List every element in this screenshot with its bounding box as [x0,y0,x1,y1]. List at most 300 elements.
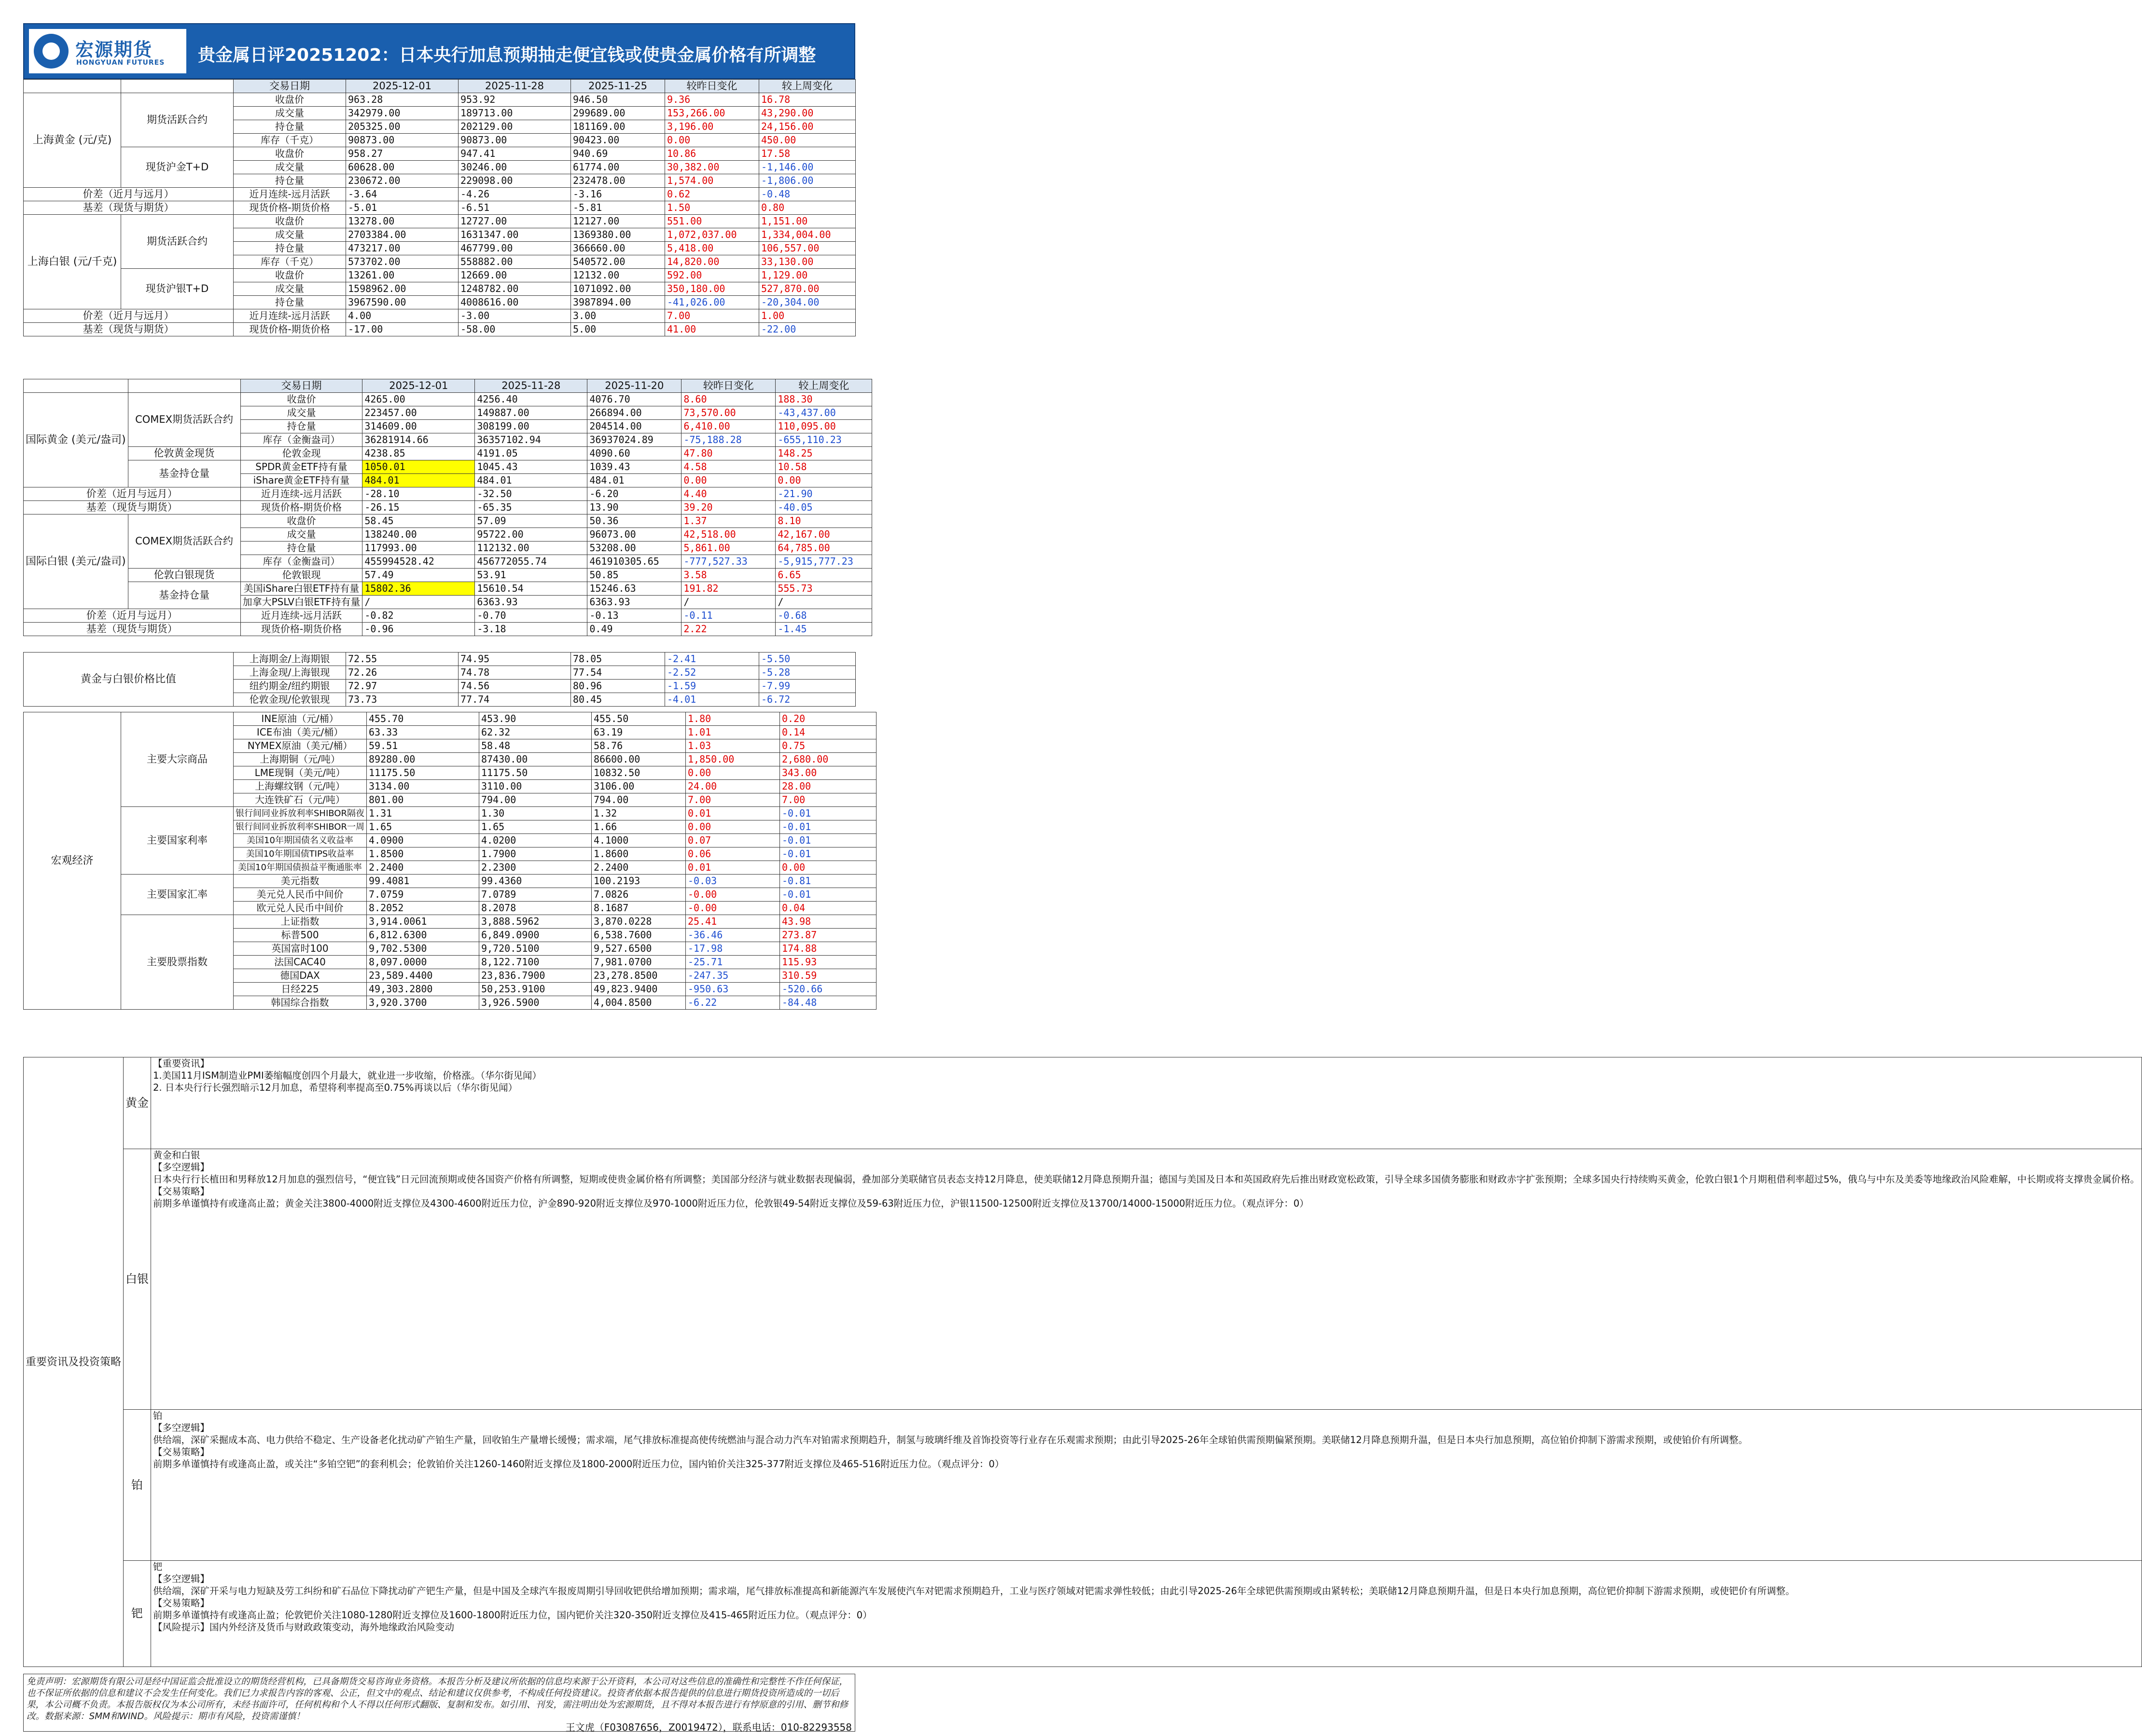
value-cell: 450.00 [759,134,856,147]
value-cell: -6.20 [587,487,682,501]
value-cell: -20,304.00 [759,296,856,309]
value-cell: 467799.00 [459,242,571,255]
value-cell: 4.1000 [591,834,685,847]
value-cell: 0.00 [685,820,779,834]
value-cell: -7.99 [759,680,856,693]
header-cell: 2025-11-28 [459,80,571,93]
value-cell: -0.03 [685,875,779,888]
value-cell: 4.00 [346,309,459,323]
text-line: 供给端，深矿采掘成本高、电力供给不稳定、生产设备老化扰动矿产铂生产量，回收铂生产量增长缓慢；需求端，尾气排放标准提高使传统燃油与混合动力汽车对铂需求预期趋升，制氢与玻璃纤维及首饰投资等行业存在乐观需求预期；由此引导2025-26年全球铂供需预期偏紧预期。美联储12月降息预期升温，但是日本央行加息预期，高位铂价抑制下游需求预期，或使铂价有所调整。 [153,1434,1748,1445]
value-cell: 1050.01 [362,460,475,474]
item-cell: NYMEX原油（美元/桶） [234,739,367,753]
item-cell: 成交量 [240,528,362,542]
value-cell: 6.65 [776,569,872,582]
header-cell: 2025-11-25 [571,80,665,93]
value-cell: 6,812.6300 [366,929,479,942]
value-cell: 299689.00 [571,107,665,120]
value-cell: 484.01 [362,474,475,487]
value-cell: 6363.93 [587,596,682,609]
item-cell: 持仓量 [234,296,346,309]
row-label: 价差（近月与远月） [24,188,234,201]
value-cell: 57.49 [362,569,475,582]
value-cell: 2,680.00 [779,753,876,766]
value-cell: 4076.70 [587,393,682,406]
item-cell: 收盘价 [240,393,362,406]
item-cell: 近月连续-远月活跃 [234,309,346,323]
value-cell: -0.48 [759,188,856,201]
value-cell: -6.72 [759,693,856,707]
item-cell: 上海期金/上海期银 [234,653,346,666]
value-cell: 266894.00 [587,406,682,420]
value-cell: 174.88 [779,942,876,956]
value-cell: 1,334,004.00 [759,228,856,242]
value-cell: -22.00 [759,323,856,336]
value-cell: 90873.00 [459,134,571,147]
item-cell: 美国10年期国债名义收益率 [234,834,367,847]
value-cell: 8.10 [776,514,872,528]
value-cell: 28.00 [779,780,876,793]
value-cell: 484.01 [475,474,587,487]
value-cell: -950.63 [685,983,779,996]
value-cell: -777,527.33 [682,555,776,569]
item-cell: 大连铁矿石（元/吨） [234,793,367,807]
value-cell: 1369380.00 [571,228,665,242]
item-cell: 现货价格-期货价格 [234,201,346,215]
value-cell: 50,253.9100 [479,983,591,996]
value-cell: 15246.63 [587,582,682,596]
value-cell: 527,870.00 [759,282,856,296]
value-cell: 7,981.0700 [591,956,685,969]
value-cell: -40.05 [776,501,872,514]
value-cell: -21.90 [776,487,872,501]
value-cell: 342979.00 [346,107,459,120]
text-line: 【多空逻辑】 [153,1573,210,1584]
value-cell: 12127.00 [571,215,665,228]
value-cell: 53208.00 [587,542,682,555]
header-cell: 2025-11-20 [587,379,682,393]
item-cell: 纽约期金/纽约期银 [234,680,346,693]
value-cell: 0.04 [779,902,876,915]
macro-economy-table [23,712,876,1010]
value-cell: 33,130.00 [759,255,856,269]
value-cell: 2.2400 [366,861,479,875]
header-cell: 交易日期 [240,379,362,393]
value-cell: 540572.00 [571,255,665,269]
value-cell: 1.7900 [479,847,591,861]
strategy-gold-text [151,1057,2142,1149]
value-cell: 58.45 [362,514,475,528]
value-cell: 153,266.00 [665,107,759,120]
value-cell: 1.30 [479,807,591,820]
item-cell: 伦敦银现 [240,569,362,582]
value-cell: 0.00 [685,766,779,780]
value-cell: 42,167.00 [776,528,872,542]
header-cell: 2025-12-01 [362,379,475,393]
value-cell: 3.00 [571,309,665,323]
item-cell: 银行间同业拆放利率SHIBOR隔夜 [234,807,367,820]
table-header-row [24,80,856,93]
sub-group-cell: 伦敦黄金现货 [128,447,240,460]
value-cell: 149887.00 [475,406,587,420]
value-cell: 1.66 [591,820,685,834]
row-label: 价差（近月与远月） [24,487,241,501]
header-cell: 较上周变化 [776,379,872,393]
item-cell: iShare黄金ETF持有量 [240,474,362,487]
item-cell: ICE布油（美元/桶） [234,726,367,739]
value-cell: 232478.00 [571,174,665,188]
value-cell: 350,180.00 [665,282,759,296]
text-line: 钯 [153,1561,163,1572]
value-cell: 573702.00 [346,255,459,269]
value-cell: 366660.00 [571,242,665,255]
value-cell: 72.26 [346,666,459,680]
item-cell: 收盘价 [234,147,346,161]
value-cell: 57.09 [475,514,587,528]
table-row [24,915,876,929]
text-line: 2. 日本央行行长强烈暗示12月加息，希望将利率提高至0.75%再谈以后（华尔街见闻） [153,1082,518,1093]
item-cell: 收盘价 [234,269,346,282]
value-cell: 99.4081 [366,875,479,888]
value-cell: 36357102.94 [475,433,587,447]
value-cell: 4256.40 [475,393,587,406]
value-cell: 14,820.00 [665,255,759,269]
value-cell: 3987894.00 [571,296,665,309]
value-cell: 30,382.00 [665,161,759,174]
value-cell: -520.66 [779,983,876,996]
value-cell: -6.22 [685,996,779,1010]
value-cell: 3,920.3700 [366,996,479,1010]
value-cell: 5.00 [571,323,665,336]
item-cell: INE原油（元/桶） [234,712,367,726]
item-cell: 美国10年期国债损益平衡通胀率 [234,861,367,875]
value-cell: -4.01 [665,693,759,707]
disclaimer-box [23,1674,855,1732]
value-cell: 99.4360 [479,875,591,888]
value-cell: -84.48 [779,996,876,1010]
value-cell: 8.60 [682,393,776,406]
value-cell: / [776,596,872,609]
sub-group-cell: 主要国家利率 [121,807,234,875]
sub-group-cell: 主要股票指数 [121,915,234,1010]
item-cell: 近月连续-远月活跃 [240,487,362,501]
value-cell: 1.01 [685,726,779,739]
value-cell: 455.50 [591,712,685,726]
value-cell: 6363.93 [475,596,587,609]
value-cell: 96073.00 [587,528,682,542]
item-cell: 持仓量 [234,242,346,255]
value-cell: 946.50 [571,93,665,107]
value-cell: 4265.00 [362,393,475,406]
value-cell: 3,196.00 [665,120,759,134]
value-cell: 8,122.7100 [479,956,591,969]
sub-group-cell: 期货活跃合约 [121,93,234,147]
header-cell: 较昨日变化 [682,379,776,393]
strategy-silver-text [151,1149,2142,1410]
value-cell: 62.32 [479,726,591,739]
item-cell: 美元指数 [234,875,367,888]
text-line: 【多空逻辑】 [153,1422,210,1433]
value-cell: -58.00 [459,323,571,336]
value-cell: -5.81 [571,201,665,215]
value-cell: 7.0789 [479,888,591,902]
table-row [24,487,872,501]
value-cell: 89280.00 [366,753,479,766]
value-cell: 10.58 [776,460,872,474]
sub-group-cell: 主要大宗商品 [121,712,234,807]
value-cell: 202129.00 [459,120,571,134]
value-cell: 24,156.00 [759,120,856,134]
value-cell: -32.50 [475,487,587,501]
strategy-silver-label: 白银 [124,1149,151,1410]
value-cell: 59.51 [366,739,479,753]
value-cell: 8.2052 [366,902,479,915]
value-cell: 273.87 [779,929,876,942]
value-cell: 4.0900 [366,834,479,847]
item-cell: SPDR黄金ETF持有量 [240,460,362,474]
table-row [24,875,876,888]
item-cell: 日经225 [234,983,367,996]
value-cell: 13278.00 [346,215,459,228]
text-line: 日本央行行长植田和男释放12月加息的强烈信号，“便宜钱”日元回流预期或使各国资产价格有所调整，短期或使贵金属价格有所调整；美国部分经济与就业数据表现偏弱，叠加部分美联储官员表态支持12月降息，使美联储12月降息预期升温；德国与美国及日本和英国政府先后推出财政宽松政策，引导全球多国债务膨胀和财政赤字扩张预期；全球多国央行持续购买黄金，伦敦白银1个月期租借利率超过5%，俄乌与中东及美委等地缘政治风险难解，中长期或将支撑贵金属价格。 [153,1174,2140,1185]
item-cell: 持仓量 [234,120,346,134]
text-line: 【多空逻辑】 [153,1162,210,1173]
item-cell: 韩国综合指数 [234,996,367,1010]
value-cell: 947.41 [459,147,571,161]
value-cell: -41,026.00 [665,296,759,309]
strategy-category: 重要资讯及投资策略 [24,1057,124,1667]
value-cell: 3967590.00 [346,296,459,309]
item-cell: 法国CAC40 [234,956,367,969]
value-cell: 87430.00 [479,753,591,766]
row-label: 基差（现货与期货） [24,201,234,215]
value-cell: 1039.43 [587,460,682,474]
value-cell: -2.41 [665,653,759,666]
header-spacer [128,379,240,393]
value-cell: 90423.00 [571,134,665,147]
value-cell: 453.90 [479,712,591,726]
value-cell: 4,004.8500 [591,996,685,1010]
value-cell: 72.55 [346,653,459,666]
value-cell: 7.00 [779,793,876,807]
value-cell: 90873.00 [346,134,459,147]
value-cell: -0.96 [362,623,475,636]
value-cell: 940.69 [571,147,665,161]
analyst-contact: 王文虎（F03087656，Z0019472），联系电话：010-82293558 [565,1722,852,1733]
value-cell: 0.62 [665,188,759,201]
value-cell: 1.50 [665,201,759,215]
item-cell: 德国DAX [234,969,367,983]
strategy-palladium-label: 钯 [124,1561,151,1667]
value-cell: 3,870.0228 [591,915,685,929]
value-cell: 16.78 [759,93,856,107]
value-cell: 4.40 [682,487,776,501]
value-cell: 0.01 [685,861,779,875]
table-row [24,215,856,228]
value-cell: 4008616.00 [459,296,571,309]
value-cell: 106,557.00 [759,242,856,255]
item-cell: 成交量 [234,282,346,296]
item-cell: 上海期铜（元/吨） [234,753,367,766]
table-row [24,201,856,215]
value-cell: 6,410.00 [682,420,776,433]
value-cell: 43.98 [779,915,876,929]
value-cell: -0.00 [685,888,779,902]
logo-text-cn: 宏源期货 [75,39,153,60]
value-cell: 6,538.7600 [591,929,685,942]
strategy-platinum-text [151,1410,2142,1561]
text-line: 供给端，深矿开采与电力短缺及劳工纠纷和矿石品位下降扰动矿产钯生产量，但是中国及全球汽车报废周期引导回收钯供给增加预期；需求端，尾气排放标准提高和新能源汽车发展使汽车对钯需求预期趋升，工业与医疗领域对钯需求弹性较低；由此引导2025-26年全球钯供需预期或由紧转松；美联储12月降息预期升温，但是日本央行加息预期，高位钯价抑制下游需求预期，或使钯价有所调整。 [153,1585,1795,1597]
value-cell: 0.00 [779,861,876,875]
value-cell: -3.00 [459,309,571,323]
value-cell: 53.91 [475,569,587,582]
value-cell: 3,926.5900 [479,996,591,1010]
value-cell: 3106.00 [591,780,685,793]
value-cell: 455994528.42 [362,555,475,569]
value-cell: 958.27 [346,147,459,161]
value-cell: 23,836.7900 [479,969,591,983]
item-cell: 成交量 [234,228,346,242]
text-line: 铂 [153,1410,163,1421]
value-cell: 0.00 [682,474,776,487]
sub-group-cell: 基金持仓量 [128,460,240,487]
value-cell: 7.0759 [366,888,479,902]
value-cell: 558882.00 [459,255,571,269]
value-cell: 310.59 [779,969,876,983]
item-cell: 美国10年期国债TIPS收益率 [234,847,367,861]
value-cell: 60628.00 [346,161,459,174]
value-cell: -655,110.23 [776,433,872,447]
value-cell: 112132.00 [475,542,587,555]
value-cell: 0.01 [685,807,779,820]
table-row [24,501,872,514]
value-cell: 1,072,037.00 [665,228,759,242]
value-cell: -3.64 [346,188,459,201]
value-cell: 4.58 [682,460,776,474]
value-cell: 100.2193 [591,875,685,888]
value-cell: 95722.00 [475,528,587,542]
value-cell: 77.74 [459,693,571,707]
value-cell: 23,589.4400 [366,969,479,983]
table-row [24,93,856,107]
value-cell: 17.58 [759,147,856,161]
value-cell: -3.18 [475,623,587,636]
value-cell: 117993.00 [362,542,475,555]
value-cell: 39.20 [682,501,776,514]
value-cell: 343.00 [779,766,876,780]
value-cell: 455.70 [366,712,479,726]
value-cell: 2.2300 [479,861,591,875]
table-row [24,514,872,528]
item-cell: 伦敦金现 [240,447,362,460]
table-row [24,712,876,726]
value-cell: 9.36 [665,93,759,107]
text-line: 【交易策略】 [153,1446,210,1458]
table-row [24,147,856,161]
value-cell: 1,151.00 [759,215,856,228]
item-cell: 上海金现/上海银现 [234,666,346,680]
header-cell: 交易日期 [234,80,346,93]
value-cell: 49,823.9400 [591,983,685,996]
header-spacer [121,80,234,93]
text-line: 前期多单谨慎持有或逢高止盈，或关注“多铂空钯”的套利机会；伦敦铂价关注1260-1460附近支撑位及1800-2000附近压力位，国内铂价关注325-377附近支撑位及465-516附近压力位。（观点评分：0） [153,1458,1004,1470]
value-cell: 3,888.5962 [479,915,591,929]
value-cell: 80.45 [571,693,665,707]
value-cell: 1,129.00 [759,269,856,282]
text-line: 黄金和白银 [153,1150,200,1161]
table-row [24,323,856,336]
value-cell: -26.15 [362,501,475,514]
value-cell: -65.35 [475,501,587,514]
value-cell: 86600.00 [591,753,685,766]
value-cell: 963.28 [346,93,459,107]
value-cell: 0.75 [779,739,876,753]
value-cell: 953.92 [459,93,571,107]
item-cell: 加拿大PSLV白银ETF持有量 [240,596,362,609]
value-cell: -1,806.00 [759,174,856,188]
value-cell: -0.11 [682,609,776,623]
value-cell: -0.00 [685,902,779,915]
item-cell: 库存（金衡盎司） [240,555,362,569]
value-cell: 74.95 [459,653,571,666]
value-cell: 73.73 [346,693,459,707]
value-cell: 1,574.00 [665,174,759,188]
value-cell: 115.93 [779,956,876,969]
header-cell: 较昨日变化 [665,80,759,93]
row-label: 基差（现货与期货） [24,323,234,336]
value-cell: 43,290.00 [759,107,856,120]
value-cell: 50.36 [587,514,682,528]
value-cell: 47.80 [682,447,776,460]
header-spacer [24,379,128,393]
value-cell: 4090.60 [587,447,682,460]
value-cell: -0.82 [362,609,475,623]
international-market-table [23,379,872,636]
table-row [24,623,872,636]
table-row [24,807,876,820]
value-cell: 181169.00 [571,120,665,134]
item-cell: 银行间同业拆放利率SHIBOR一周 [234,820,367,834]
table-row [24,460,872,474]
item-cell: 库存（千克） [234,134,346,147]
value-cell: -4.26 [459,188,571,201]
item-cell: 欧元兑人民币中间价 [234,902,367,915]
value-cell: 58.76 [591,739,685,753]
value-cell: 4.0200 [479,834,591,847]
value-cell: 148.25 [776,447,872,460]
value-cell: -6.51 [459,201,571,215]
value-cell: 9,527.6500 [591,942,685,956]
value-cell: 0.06 [685,847,779,861]
value-cell: 1.65 [479,820,591,834]
value-cell: 592.00 [665,269,759,282]
value-cell: 794.00 [479,793,591,807]
value-cell: 30246.00 [459,161,571,174]
value-cell: 10.86 [665,147,759,161]
value-cell: 456772055.74 [475,555,587,569]
value-cell: 230672.00 [346,174,459,188]
table-row [24,188,856,201]
value-cell: -1.59 [665,680,759,693]
item-cell: 成交量 [240,406,362,420]
value-cell: 189713.00 [459,107,571,120]
value-cell: 0.14 [779,726,876,739]
company-logo [29,29,186,73]
value-cell: 23,278.8500 [591,969,685,983]
value-cell: 64,785.00 [776,542,872,555]
value-cell: 314609.00 [362,420,475,433]
item-cell: 近月连续-远月活跃 [240,609,362,623]
value-cell: 61774.00 [571,161,665,174]
